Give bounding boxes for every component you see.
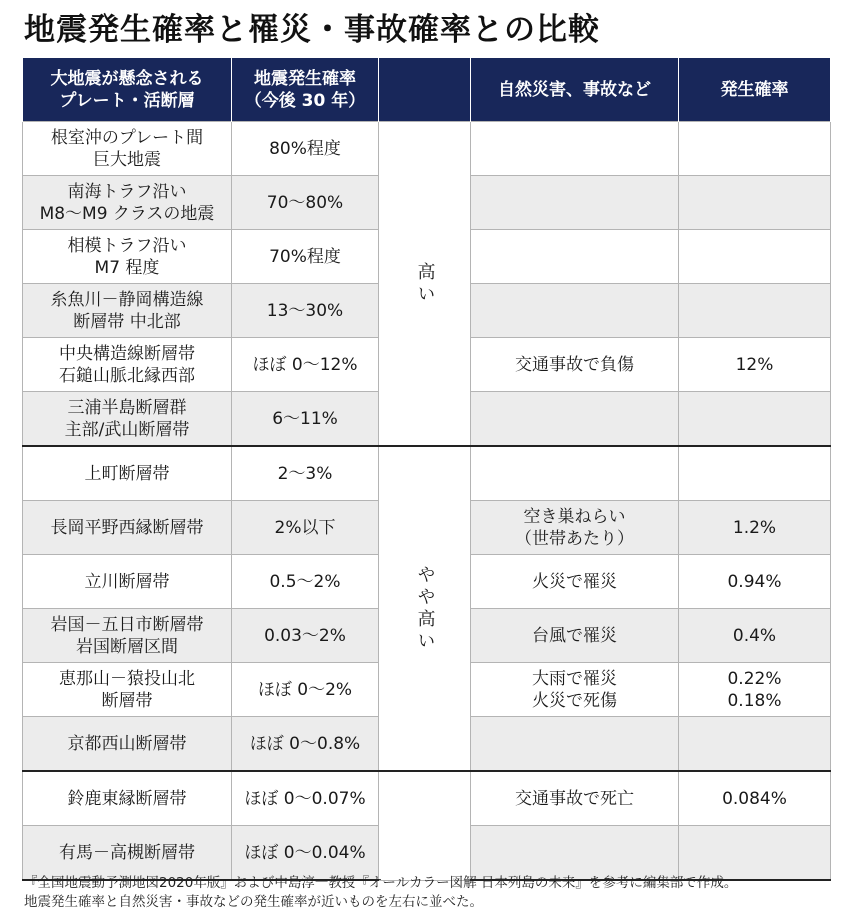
probability-level <box>379 771 471 880</box>
event-rate <box>679 826 831 881</box>
event-name <box>471 230 679 284</box>
event-name <box>471 717 679 772</box>
fault-name: 鈴鹿東縁断層帯 <box>23 771 232 826</box>
quake-probability: ほぼ 0～2% <box>232 663 379 717</box>
fault-name: 糸魚川－静岡構造線 断層帯 中北部 <box>23 284 232 338</box>
fault-name: 岩国－五日市断層帯 岩国断層区間 <box>23 609 232 663</box>
header-level <box>379 58 471 122</box>
event-name: 交通事故で負傷 <box>471 338 679 392</box>
quake-probability: ほぼ 0～0.04% <box>232 826 379 881</box>
source-note-line-2: 地震発生確率と自然災害・事故などの発生確率が近いものを左右に並べた。 <box>24 894 483 910</box>
fault-name: 三浦半島断層群 主部/武山断層帯 <box>23 392 232 447</box>
event-name: 台風で罹災 <box>471 609 679 663</box>
quake-probability: ほぼ 0～0.07% <box>232 771 379 826</box>
fault-name: 恵那山－猿投山北 断層帯 <box>23 663 232 717</box>
quake-probability: 13～30% <box>232 284 379 338</box>
quake-probability: 70%程度 <box>232 230 379 284</box>
event-name: 空き巣ねらい （世帯あたり） <box>471 501 679 555</box>
event-name <box>471 122 679 176</box>
event-name: 交通事故で死亡 <box>471 771 679 826</box>
event-rate <box>679 446 831 501</box>
quake-probability: 0.03～2% <box>232 609 379 663</box>
fault-name: 相模トラフ沿い M7 程度 <box>23 230 232 284</box>
probability-level: やや高い <box>379 446 471 771</box>
fault-name: 上町断層帯 <box>23 446 232 501</box>
table-row <box>23 446 831 501</box>
event-name <box>471 446 679 501</box>
header-event-rate: 発生確率 <box>679 58 831 122</box>
header-quake-probability: 地震発生確率 （今後 30 年） <box>232 58 379 122</box>
table-header-row <box>23 58 831 122</box>
quake-probability: 80%程度 <box>232 122 379 176</box>
event-rate <box>679 717 831 772</box>
event-rate: 0.084% <box>679 771 831 826</box>
fault-name: 立川断層帯 <box>23 555 232 609</box>
event-rate: 0.94% <box>679 555 831 609</box>
event-name <box>471 392 679 447</box>
fault-name: 京都西山断層帯 <box>23 717 232 772</box>
fault-name: 長岡平野西縁断層帯 <box>23 501 232 555</box>
event-rate <box>679 284 831 338</box>
quake-probability: ほぼ 0～0.8% <box>232 717 379 772</box>
event-rate: 0.4% <box>679 609 831 663</box>
fault-name: 南海トラフ沿い M8～M9 クラスの地震 <box>23 176 232 230</box>
fault-name: 根室沖のプレート間 巨大地震 <box>23 122 232 176</box>
event-rate <box>679 122 831 176</box>
event-rate: 12% <box>679 338 831 392</box>
quake-probability: 70～80% <box>232 176 379 230</box>
event-name <box>471 826 679 881</box>
quake-probability: 6～11% <box>232 392 379 447</box>
quake-probability: 2～3% <box>232 446 379 501</box>
event-name: 火災で罹災 <box>471 555 679 609</box>
fault-name: 有馬－高槻断層帯 <box>23 826 232 881</box>
event-rate <box>679 230 831 284</box>
quake-probability: 2%以下 <box>232 501 379 555</box>
table-row <box>23 771 831 826</box>
quake-probability: ほぼ 0～12% <box>232 338 379 392</box>
probability-level: 高い <box>379 122 471 447</box>
comparison-table <box>22 58 831 881</box>
event-name: 大雨で罹災 火災で死傷 <box>471 663 679 717</box>
event-name <box>471 284 679 338</box>
header-event: 自然災害、事故など <box>471 58 679 122</box>
event-rate: 1.2% <box>679 501 831 555</box>
fault-name: 中央構造線断層帯 石鎚山脈北縁西部 <box>23 338 232 392</box>
header-fault: 大地震が懸念される プレート・活断層 <box>23 58 232 122</box>
table-row <box>23 122 831 176</box>
source-note-line-1: 『全国地震動予測地図2020年版』および中島淳一教授『オールカラー図解 日本列島の未来』を参考に編集部で作成。 <box>24 875 738 891</box>
page-title: 地震発生確率と罹災・事故確率との比較 <box>24 12 600 48</box>
quake-probability: 0.5～2% <box>232 555 379 609</box>
source-note <box>24 874 834 912</box>
event-rate: 0.22% 0.18% <box>679 663 831 717</box>
event-rate <box>679 176 831 230</box>
event-name <box>471 176 679 230</box>
event-rate <box>679 392 831 447</box>
